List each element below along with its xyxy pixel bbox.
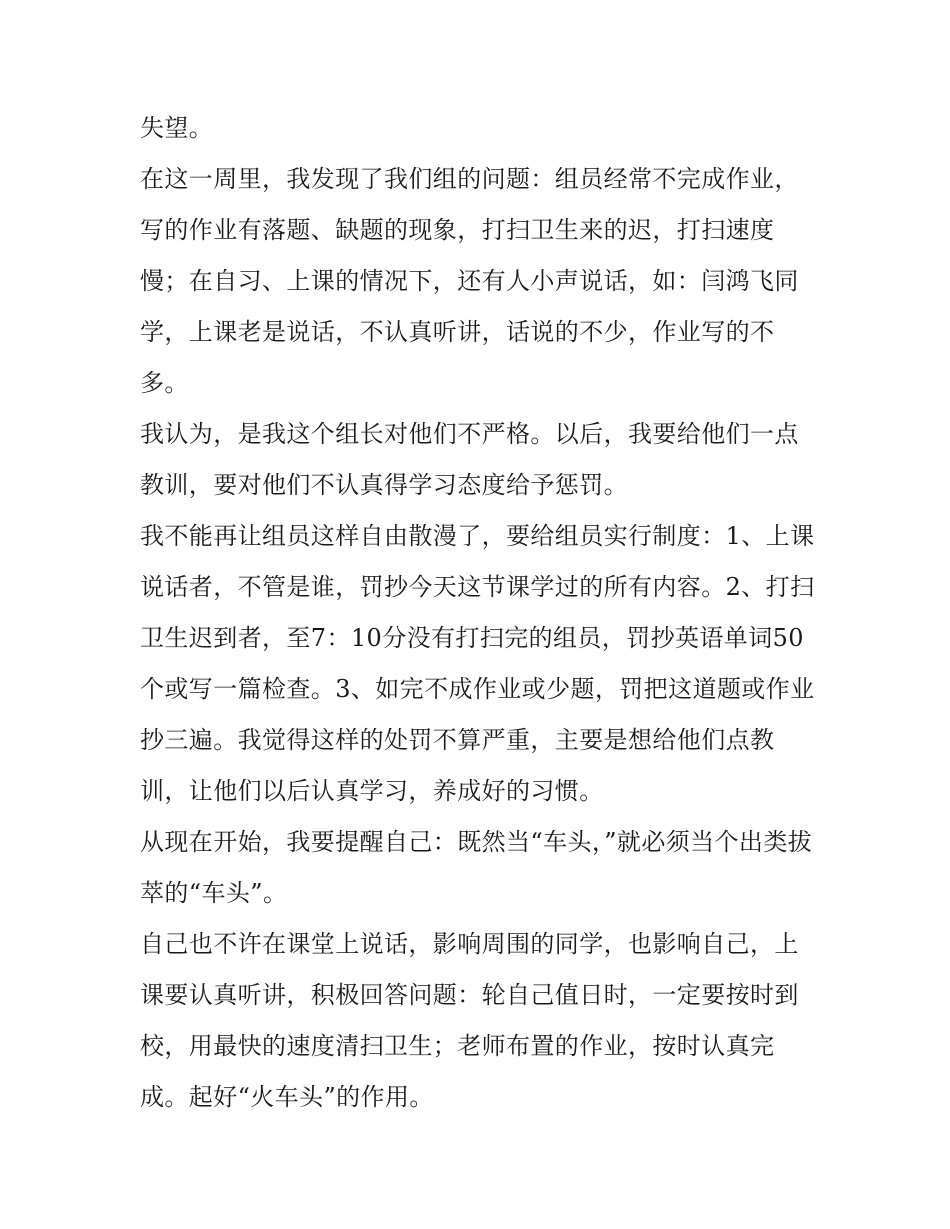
paragraph-5: 从现在开始，我要提醒自己：既然当“车头，”就必须当个出类拔萃的“车头”。 xyxy=(140,828,813,907)
paragraph-1: 失望。 xyxy=(140,114,214,142)
paragraph-3: 我认为，是我这个组长对他们不严格。以后，我要给他们一点教训，要对他们不认真得学习态度给予惩罚。 xyxy=(140,420,799,499)
paragraph-2: 在这一周里，我发现了我们组的问题：组员经常不完成作业，写的作业有落题、缺题的现象，打扫卫生来的迟，打扫速度慢；在自习、上课的情况下，还有人小声说话，如：闫鸿飞同学，上课老是说话，不认真听讲，话说的不少，作业写的不多。 xyxy=(140,165,799,397)
paragraph-6: 自己也不许在课堂上说话，影响周围的同学，也影响自己，上课要认真听讲，积极回答问题：轮自己值日时，一定要按时到校，用最快的速度清扫卫生；老师布置的作业，按时认真完成。起好“火车头”的作用。 xyxy=(140,930,799,1111)
paragraph-4: 我不能再让组员这样自由散漫了，要给组员实行制度：1、上课说话者，不管是谁，罚抄今天这节课学过的所有内容。2、打扫卫生迟到者，至7：10分没有打扫完的组员，罚抄英语单词50个或写一篇检查。3、如完不成作业或少题，罚把这道题或作业抄三遍。我觉得这样的处罚不算严重，主要是想给他们点教训，让他们以后认真学习，养成好的习惯。 xyxy=(140,522,815,805)
document-body xyxy=(140,103,820,1123)
